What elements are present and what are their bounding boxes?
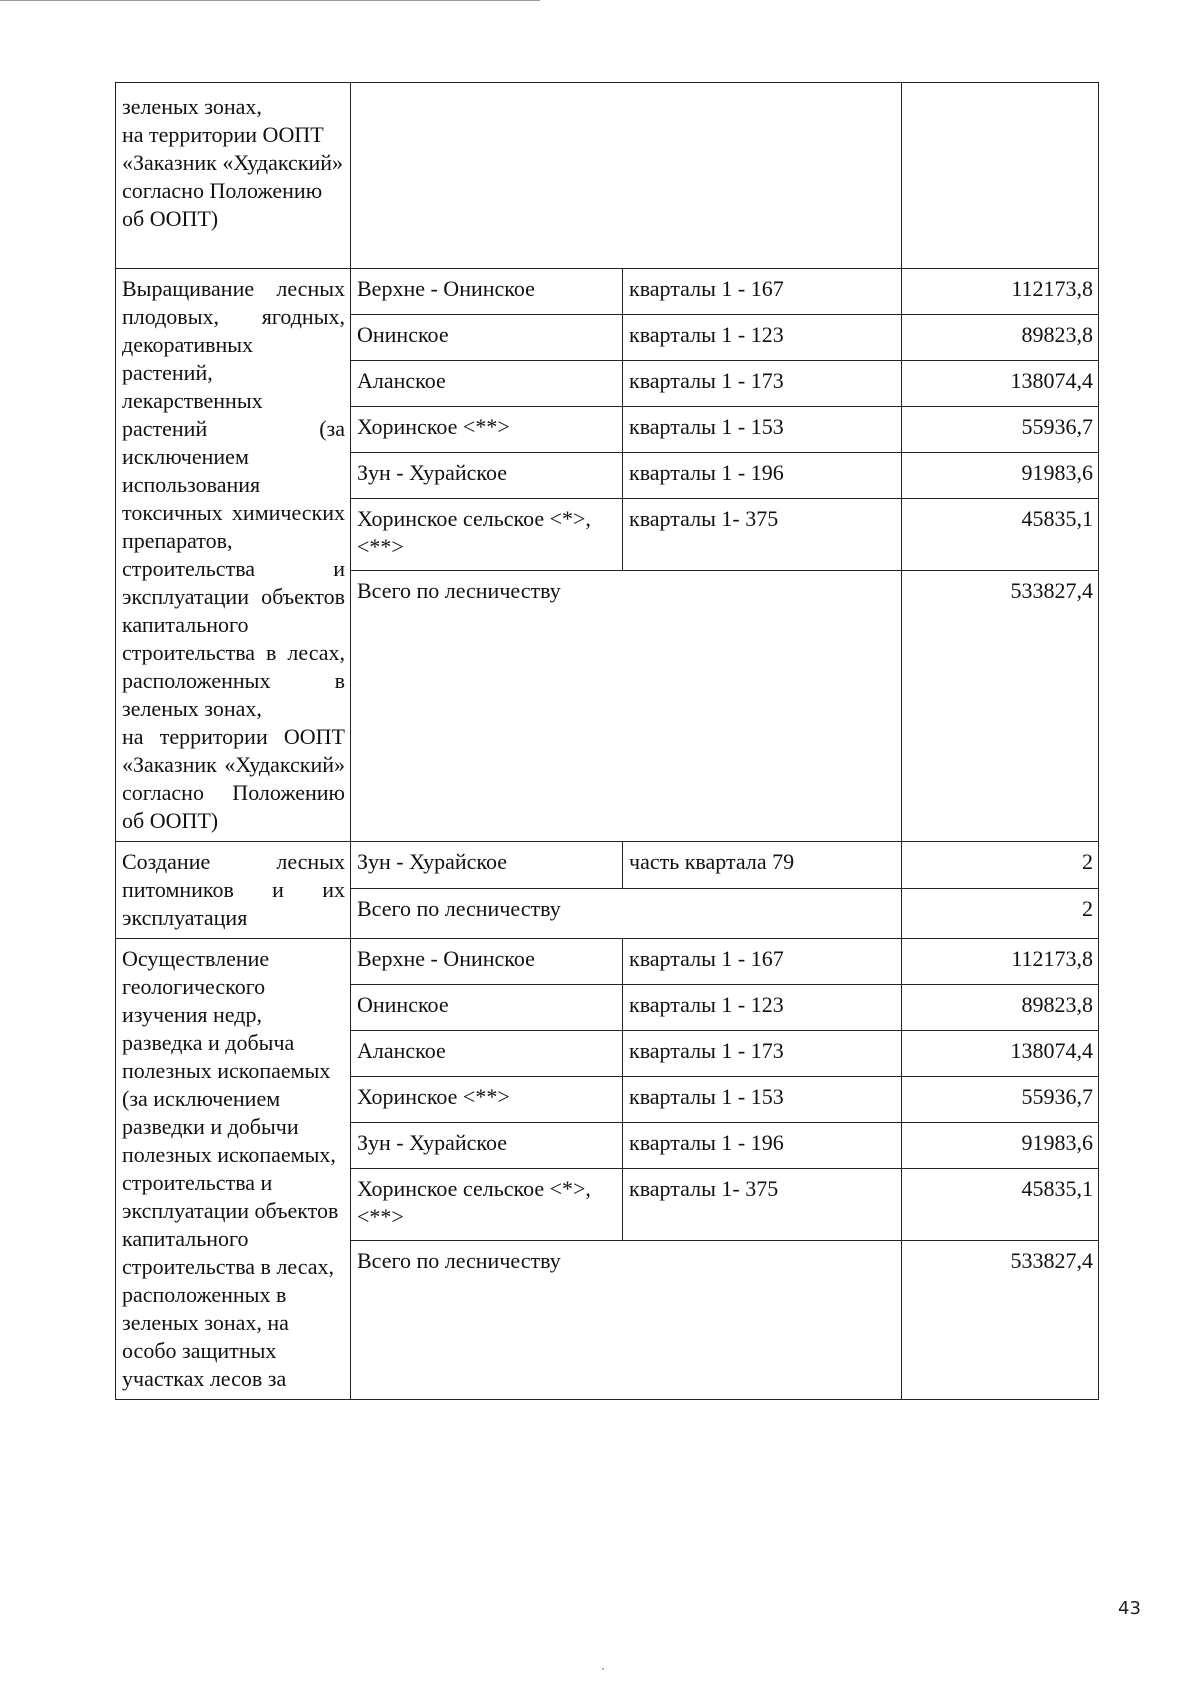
total-label: Всего по лесничеству — [351, 889, 902, 939]
forestry-cell: Аланское — [351, 361, 623, 407]
area-cell: 55936,7 — [902, 1077, 1099, 1123]
area-cell: 112173,8 — [902, 269, 1099, 315]
quarters-cell: кварталы 1 - 196 — [623, 453, 902, 499]
table-row — [116, 842, 1099, 889]
area-cell: 45835,1 — [902, 1169, 1099, 1241]
area-cell: 55936,7 — [902, 407, 1099, 453]
table-body — [116, 83, 1099, 1400]
forestry-cell: Хоринское <**> — [351, 407, 623, 453]
area-cell: 2 — [902, 842, 1099, 889]
total-label: Всего по лесничеству — [351, 1241, 902, 1400]
total-label: Всего по лесничеству — [351, 571, 902, 842]
forestry-cell: Онинское — [351, 315, 623, 361]
empty-forestry-cell — [351, 83, 902, 269]
activity-cell: зеленых зонах, на территории ООПТ «Заказник «Худакский» согласно Положению об ООПТ) — [116, 83, 351, 269]
continuation-row — [116, 83, 1099, 269]
area-cell: 89823,8 — [902, 985, 1099, 1031]
quarters-cell: кварталы 1 - 173 — [623, 1031, 902, 1077]
quarters-cell: кварталы 1- 375 — [623, 499, 902, 571]
forestry-cell: Верхне - Онинское — [351, 939, 623, 985]
quarters-cell: кварталы 1- 375 — [623, 1169, 902, 1241]
quarters-cell: кварталы 1 - 153 — [623, 1077, 902, 1123]
activity-cell: Создание лесных питомников и их эксплуатация — [116, 842, 351, 939]
scan-top-line — [0, 0, 540, 1]
area-cell: 138074,4 — [902, 361, 1099, 407]
forestry-cell: Хоринское сельское <*>, <**> — [351, 1169, 623, 1241]
forestry-cell: Верхне - Онинское — [351, 269, 623, 315]
total-area: 2 — [902, 889, 1099, 939]
quarters-cell: кварталы 1 - 196 — [623, 1123, 902, 1169]
area-cell: 91983,6 — [902, 1123, 1099, 1169]
forestry-cell: Хоринское сельское <*>, <**> — [351, 499, 623, 571]
forestry-cell: Хоринское <**> — [351, 1077, 623, 1123]
area-cell: 45835,1 — [902, 499, 1099, 571]
table-row — [116, 939, 1099, 985]
page-number: 43 — [1118, 1598, 1141, 1619]
area-cell: 138074,4 — [902, 1031, 1099, 1077]
total-area: 533827,4 — [902, 1241, 1099, 1400]
quarters-cell: кварталы 1 - 153 — [623, 407, 902, 453]
scan-dot — [602, 1668, 604, 1670]
forest-use-table — [115, 82, 1099, 1400]
quarters-cell: кварталы 1 - 167 — [623, 269, 902, 315]
activity-cell: Осуществление геологического изучения недр, разведка и добыча полезных ископаемых (за исключением разведки и добычи полезных ископаемых, строительства и эксплуатации объектов капитального строительства в лесах, расположенных в зеленых зонах, на особо защитных участках лесов за — [116, 939, 351, 1400]
table-row — [116, 269, 1099, 315]
forestry-cell: Онинское — [351, 985, 623, 1031]
forestry-cell: Аланское — [351, 1031, 623, 1077]
quarters-cell: кварталы 1 - 123 — [623, 985, 902, 1031]
forestry-cell: Зун - Хурайское — [351, 1123, 623, 1169]
total-area: 533827,4 — [902, 571, 1099, 842]
activity-cell: Выращивание лесных плодовых, ягодных, декоративных растений, лекарственных растений (за исключением использования токсичных химических препаратов, строительства и эксплуатации объектов капитального строительства в лесах, расположенных в зеленых зонах, на территории ООПТ «Заказник «Худакский» согласно Положению об ООПТ) — [116, 269, 351, 842]
quarters-cell: кварталы 1 - 173 — [623, 361, 902, 407]
forestry-cell: Зун - Хурайское — [351, 453, 623, 499]
quarters-cell: кварталы 1 - 167 — [623, 939, 902, 985]
quarters-cell: кварталы 1 - 123 — [623, 315, 902, 361]
quarters-cell: часть квартала 79 — [623, 842, 902, 889]
area-cell: 112173,8 — [902, 939, 1099, 985]
area-cell: 91983,6 — [902, 453, 1099, 499]
area-cell: 89823,8 — [902, 315, 1099, 361]
forestry-cell: Зун - Хурайское — [351, 842, 623, 889]
empty-area-cell — [902, 83, 1099, 269]
